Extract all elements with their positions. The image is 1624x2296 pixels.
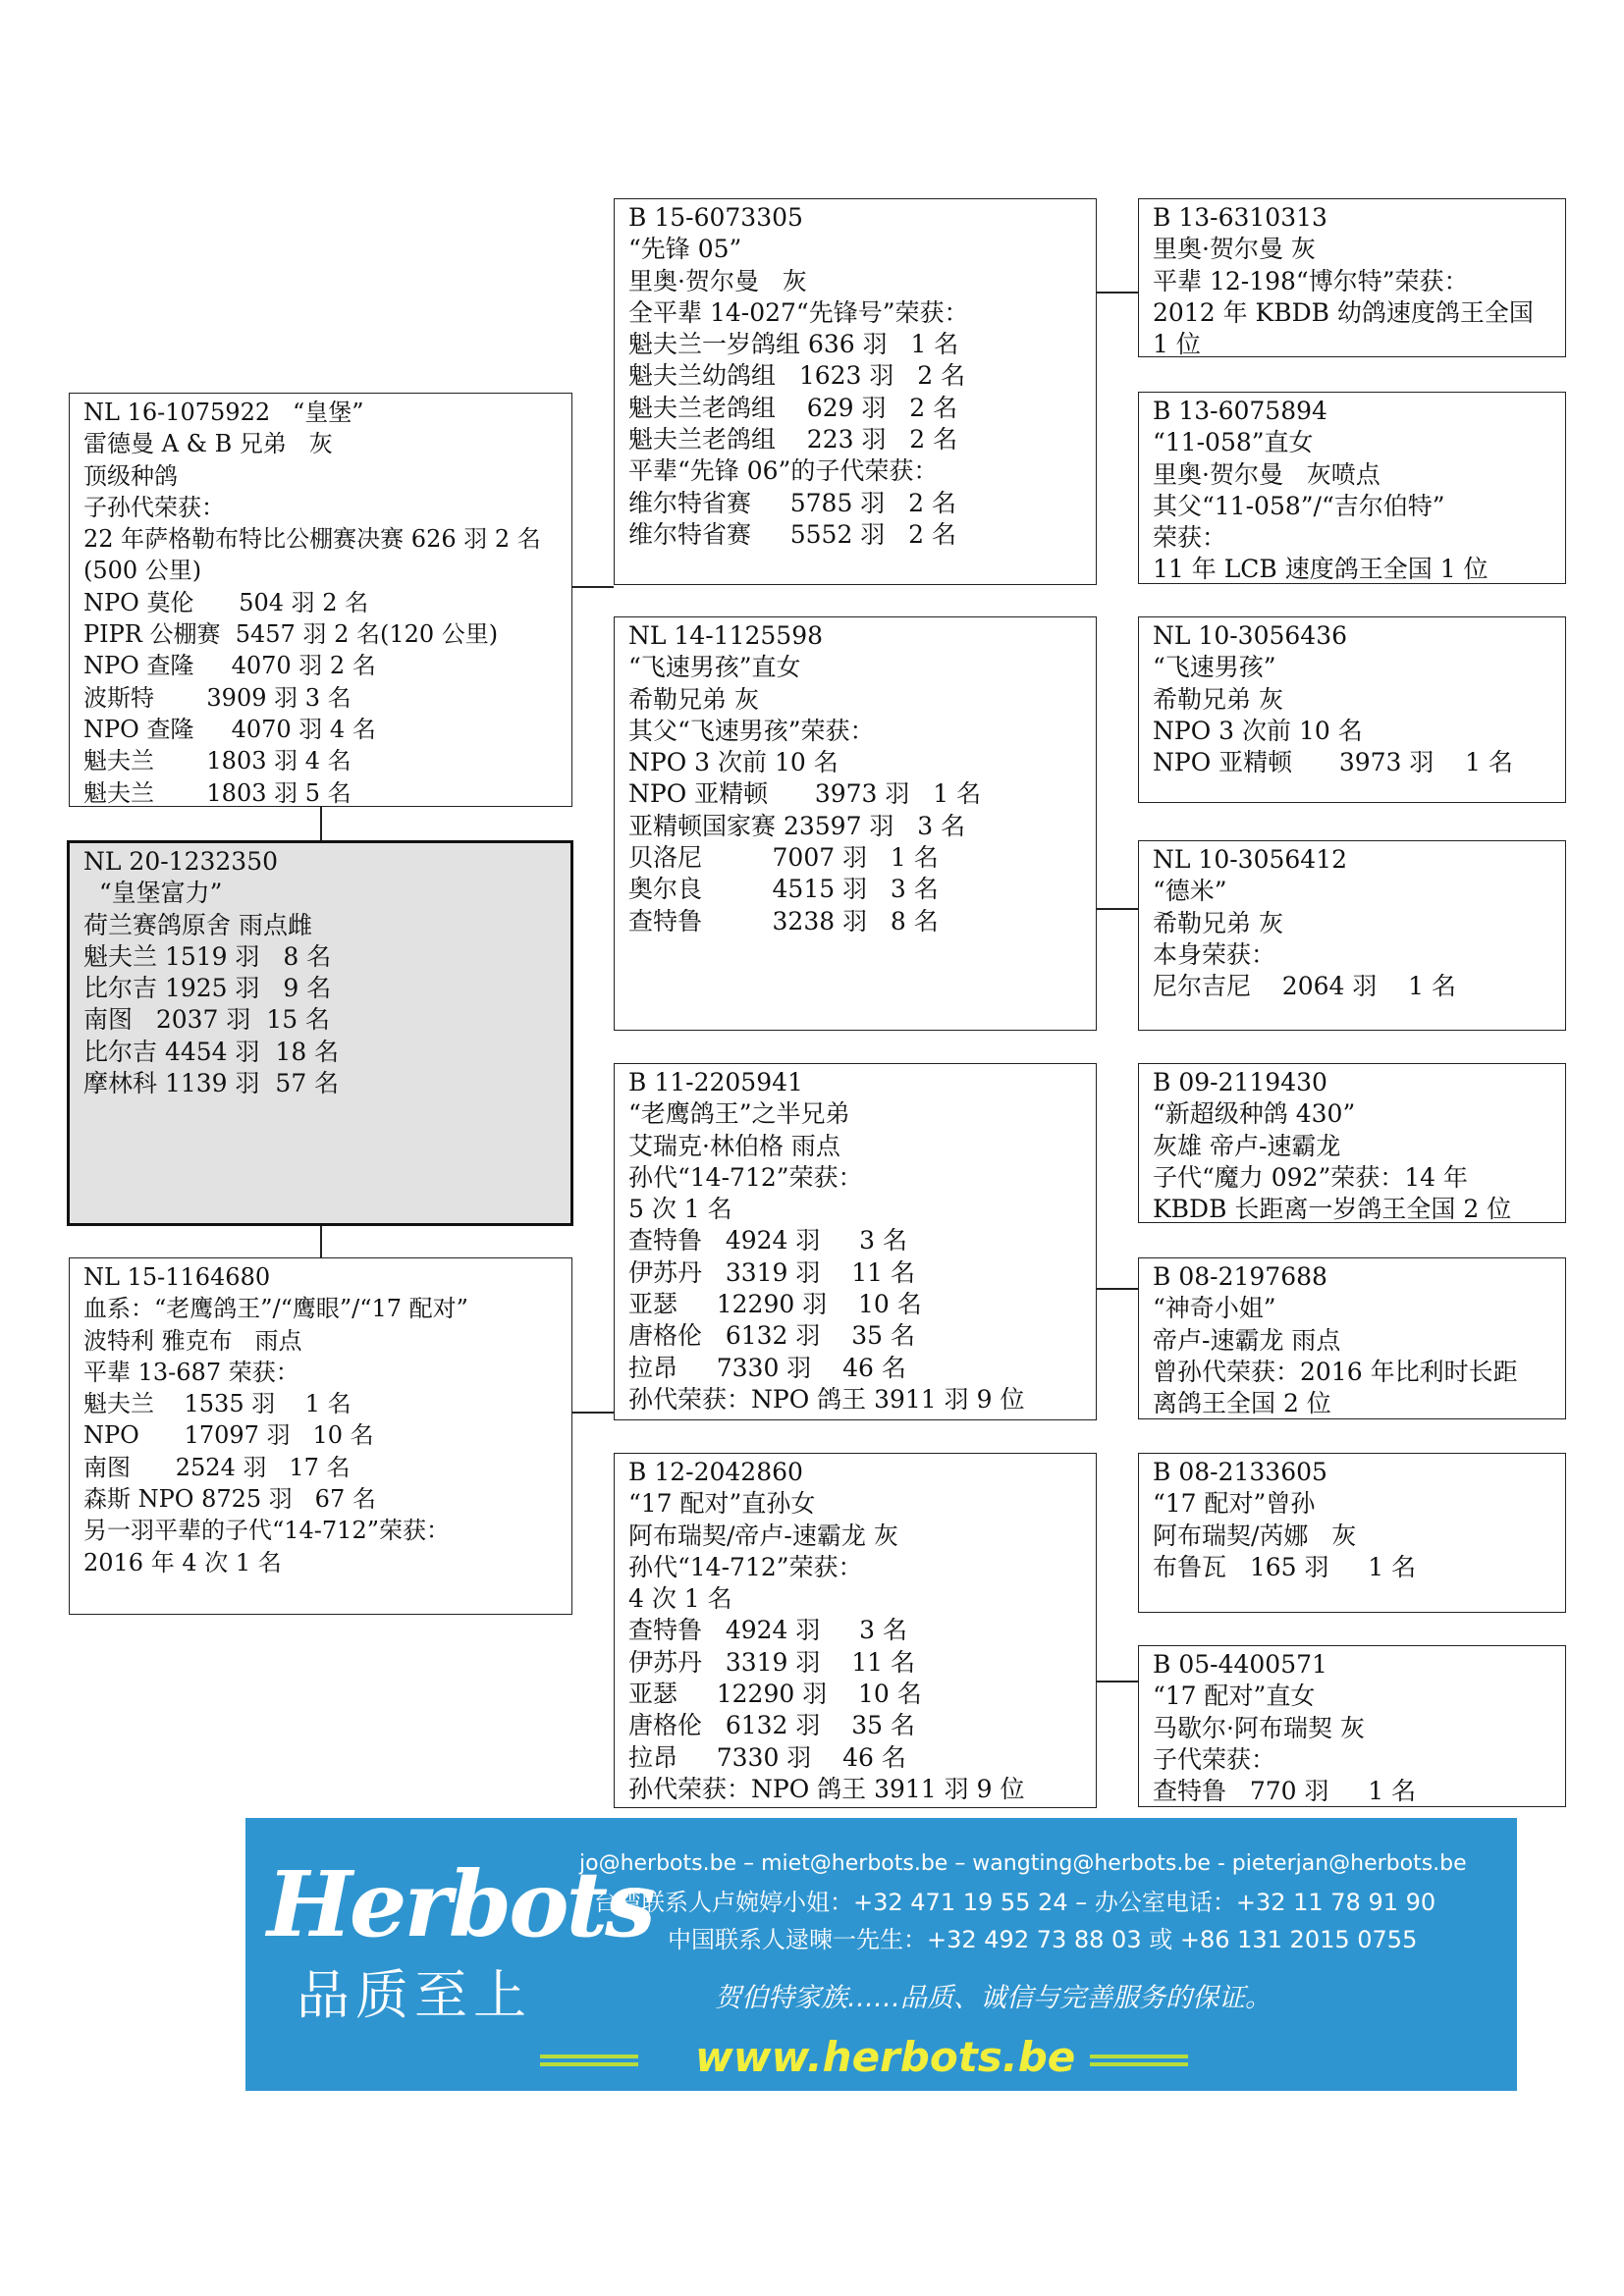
card-line: 里奥·贺尔曼 灰喷点	[1153, 459, 1380, 489]
card-line: “先锋 05”	[628, 235, 742, 264]
ring-number: NL 20-1232350	[83, 847, 279, 876]
card-line: 11 年 LCB 速度鸽王全国 1 位	[1153, 555, 1489, 584]
decor-line-right-2	[1090, 2062, 1188, 2066]
card-line: NPO 3 次前 10 名	[1153, 716, 1363, 745]
card-line: “神奇小姐”	[1153, 1294, 1276, 1323]
card-line: 南图 2524 羽 17 名	[83, 1453, 351, 1481]
logo-tagline: 品质至上	[297, 1964, 532, 2026]
card-line: 荷兰赛鸽原舍 雨点雌	[83, 910, 312, 939]
card-line: 平辈 13-687 荣获：	[83, 1358, 299, 1386]
card-line: 全平辈 14-027“先锋号”荣获：	[628, 297, 969, 327]
great-grandparent-card	[1138, 1645, 1566, 1807]
great-grandparent-card	[1138, 1257, 1566, 1419]
ring-number: NL 10-3056436	[1153, 621, 1348, 650]
card-line: 其父“飞速男孩”荣获：	[628, 716, 875, 745]
card-line: 顶级种鸽	[83, 461, 178, 490]
card-line: KBDB 长距离一岁鸽王全国 2 位	[1153, 1195, 1512, 1223]
card-line: 孙代“14-712”荣获：	[628, 1552, 863, 1581]
decor-line-right	[1090, 2055, 1188, 2058]
website-link[interactable]: www.herbots.be	[695, 2033, 1076, 2081]
great-grandparent-card	[1138, 198, 1566, 357]
ring-number: B 15-6073305	[628, 203, 803, 232]
card-line: 另一羽平辈的子代“14-712”荣获：	[83, 1517, 450, 1545]
card-line: “17 配对”直孙女	[628, 1489, 816, 1519]
card-line: 雷德曼 A & B 兄弟 灰	[83, 430, 333, 458]
card-line: PIPR 公棚赛 5457 羽 2 名(120 公里)	[83, 620, 499, 649]
ring-number: B 08-2197688	[1153, 1262, 1327, 1291]
card-line: 孙代荣获：NPO 鸽王 3911 羽 9 位	[628, 1774, 1025, 1803]
connector	[1097, 908, 1138, 910]
connector	[1097, 1288, 1138, 1290]
card-line: 其父“11-058”/“吉尔伯特”	[1153, 491, 1445, 520]
card-line: 南图 2037 羽 15 名	[83, 1005, 331, 1035]
card-line: 子代“魔力 092”荣获：14 年	[1153, 1162, 1468, 1192]
connector	[572, 586, 614, 588]
card-line: 亚瑟 12290 羽 10 名	[628, 1680, 922, 1709]
card-line: NPO 查隆 4070 羽 4 名	[83, 715, 376, 743]
card-line: 拉昂 7330 羽 46 名	[628, 1353, 906, 1382]
card-line: 查特鲁 4924 羽 3 名	[628, 1226, 907, 1255]
card-line: “德米”	[1153, 877, 1227, 906]
card-line: 本身荣获：	[1153, 939, 1276, 969]
dam-dam-card	[614, 1453, 1097, 1808]
card-line: “11-058”直女	[1153, 428, 1314, 457]
email-line: jo@herbots.be – miet@herbots.be – wangting@herbots.be - pieterjan@herbots.be	[579, 1851, 1467, 1876]
card-line: 22 年萨格勒布特比公棚赛决赛 626 羽 2 名(500 公里)	[83, 525, 541, 585]
card-line: 魁夫兰 1803 羽 5 名	[83, 778, 352, 807]
card-line: 波斯特 3909 羽 3 名	[83, 683, 352, 712]
card-line: 拉昂 7330 羽 46 名	[628, 1742, 906, 1772]
card-line: NPO 亚精顿 3973 羽 1 名	[628, 779, 982, 809]
card-line: 森斯 NPO 8725 羽 67 名	[83, 1485, 376, 1514]
card-line: 查特鲁 4924 羽 3 名	[628, 1616, 907, 1645]
connector	[572, 1412, 614, 1414]
ring-number: B 05-4400571	[1153, 1650, 1327, 1679]
card-line: 摩林科 1139 羽 57 名	[83, 1069, 340, 1098]
sire-dam-card	[614, 616, 1097, 1031]
card-line: 孙代“14-712”荣获：	[628, 1162, 863, 1192]
card-line: 奥尔良 4515 羽 3 名	[628, 875, 939, 904]
taiwan-contact: 台湾联系人卢婉婷小姐：+32 471 19 55 24 – 办公室电话：+32 11 78 91 90	[594, 1889, 1436, 1916]
connector	[320, 1224, 322, 1257]
card-line: 曾孙代荣获：2016 年比利时长距	[1153, 1357, 1518, 1386]
card-line: 马歇尔·阿布瑞契 灰	[1153, 1713, 1365, 1742]
card-line: “新超级种鸽 430”	[1153, 1099, 1356, 1129]
card-line: 比尔吉 1925 羽 9 名	[83, 974, 332, 1003]
card-line: 魁夫兰一岁鸽组 636 羽 1 名	[628, 330, 959, 359]
card-line: NPO 3 次前 10 名	[628, 748, 839, 777]
card-line: 阿布瑞契/帝卢-速霸龙 灰	[628, 1521, 898, 1550]
china-contact: 中国联系人逯暕一先生：+32 492 73 88 03 或 +86 131 2015 0755	[668, 1926, 1418, 1953]
card-line: NPO 17097 羽 10 名	[83, 1421, 374, 1450]
card-line: 血系：“老鹰鸽王”/“鹰眼”/“17 配对”	[83, 1295, 468, 1323]
card-line: 阿布瑞契/芮娜 灰	[1153, 1521, 1357, 1550]
slogan: 贺伯特家族……品质、诚信与完善服务的保证。	[715, 1983, 1272, 2013]
card-line: 尼尔吉尼 2064 羽 1 名	[1153, 972, 1456, 1001]
ring-number: B 11-2205941	[628, 1068, 803, 1096]
card-line: 魁夫兰 1803 羽 4 名	[83, 747, 352, 775]
ring-number: B 13-6075894	[1153, 397, 1327, 425]
ring-number: NL 16-1075922 “皇堡”	[83, 399, 364, 426]
card-line: “老鹰鸽王”之半兄弟	[628, 1099, 850, 1129]
card-line: 波特利 雅克布 雨点	[83, 1326, 302, 1355]
card-line: 魁夫兰幼鸽组 1623 羽 2 名	[628, 361, 966, 391]
card-line: 维尔特省赛 5785 羽 2 名	[628, 488, 956, 517]
card-line: 唐格伦 6132 羽 35 名	[628, 1321, 915, 1351]
card-line: 子代荣获：	[1153, 1744, 1276, 1774]
card-line: 伊苏丹 3319 羽 11 名	[628, 1647, 915, 1677]
dam-sire-card	[614, 1063, 1097, 1420]
card-line: “17 配对”曾孙	[1153, 1489, 1316, 1519]
sire-card	[69, 393, 572, 807]
ring-number: NL 14-1125598	[628, 621, 824, 650]
decor-line-left-2	[540, 2062, 638, 2066]
sire-sire-card	[614, 198, 1097, 585]
card-line: 里奥·贺尔曼 灰	[1153, 235, 1316, 264]
card-line: 1 位	[1153, 330, 1201, 357]
card-line: 子孙代荣获：	[83, 493, 225, 521]
card-line: “飞速男孩”	[1153, 653, 1276, 682]
great-grandparent-card	[1138, 616, 1566, 803]
ring-number: B 09-2119430	[1153, 1068, 1327, 1096]
card-line: 魁夫兰老鸽组 629 羽 2 名	[628, 393, 958, 422]
herbots-logo: Herbots	[267, 1851, 653, 1957]
card-line: NPO 查隆 4070 羽 2 名	[83, 652, 376, 680]
card-line: 查特鲁 770 羽 1 名	[1153, 1777, 1417, 1806]
card-line: 离鸽王全国 2 位	[1153, 1389, 1331, 1418]
card-line: 亚精顿国家赛 23597 羽 3 名	[628, 811, 966, 840]
ring-number: B 08-2133605	[1153, 1458, 1327, 1486]
card-line: 孙代荣获：NPO 鸽王 3911 羽 9 位	[628, 1384, 1025, 1414]
card-line: 灰雄 帝卢-速霸龙	[1153, 1131, 1341, 1160]
card-line: 2012 年 KBDB 幼鸽速度鸽王全国	[1153, 297, 1534, 327]
ring-number: B 12-2042860	[628, 1458, 803, 1486]
connector	[320, 807, 322, 840]
card-line: 希勒兄弟 灰	[628, 684, 759, 714]
great-grandparent-card	[1138, 392, 1566, 584]
card-line: “飞速男孩”直女	[628, 653, 801, 682]
card-line: 布鲁瓦 165 羽 1 名	[1153, 1552, 1417, 1581]
card-line: 荣获：	[1153, 523, 1227, 553]
connector	[1097, 292, 1138, 294]
contact-banner	[245, 1818, 1517, 2091]
card-line: 维尔特省赛 5552 羽 2 名	[628, 519, 956, 549]
card-line: NPO 亚精顿 3973 羽 1 名	[1153, 748, 1514, 777]
card-line: 比尔吉 4454 羽 18 名	[83, 1037, 340, 1066]
card-line: 贝洛尼 7007 羽 1 名	[628, 843, 939, 873]
card-line: 魁夫兰老鸽组 223 羽 2 名	[628, 425, 958, 454]
great-grandparent-card	[1138, 840, 1566, 1031]
ring-number: NL 10-3056412	[1153, 845, 1348, 874]
card-line: 希勒兄弟 灰	[1153, 684, 1283, 714]
dam-card	[69, 1257, 572, 1615]
great-grandparent-card	[1138, 1453, 1566, 1613]
card-line: 5 次 1 名	[628, 1195, 732, 1224]
card-line: 查特鲁 3238 羽 8 名	[628, 906, 939, 935]
card-line: 魁夫兰 1519 羽 8 名	[83, 941, 332, 971]
great-grandparent-card	[1138, 1063, 1566, 1223]
connector	[1097, 1681, 1138, 1682]
card-line: 4 次 1 名	[628, 1584, 732, 1614]
card-line: 帝卢-速霸龙 雨点	[1153, 1325, 1341, 1355]
card-line: “皇堡富力”	[83, 879, 223, 908]
card-line: NPO 莫伦 504 羽 2 名	[83, 588, 369, 616]
card-line: “17 配对”直女	[1153, 1682, 1316, 1711]
card-line: 魁夫兰 1535 羽 1 名	[83, 1390, 352, 1418]
card-line: 里奥·贺尔曼 灰	[628, 266, 807, 295]
card-line: 希勒兄弟 灰	[1153, 908, 1283, 937]
decor-line-left	[540, 2055, 638, 2058]
card-line: 伊苏丹 3319 羽 11 名	[628, 1257, 915, 1287]
card-line: 唐格伦 6132 羽 35 名	[628, 1711, 915, 1740]
card-line: 平辈 12-198“博尔特”荣获：	[1153, 266, 1469, 295]
subject-card	[67, 840, 573, 1226]
card-line: 亚瑟 12290 羽 10 名	[628, 1290, 922, 1319]
ring-number: NL 15-1164680	[83, 1263, 271, 1291]
card-line: 平辈“先锋 06”的子代荣获：	[628, 456, 939, 486]
ring-number: B 13-6310313	[1153, 203, 1327, 232]
card-line: 2016 年 4 次 1 名	[83, 1548, 282, 1576]
card-line: 艾瑞克·林伯格 雨点	[628, 1131, 840, 1160]
